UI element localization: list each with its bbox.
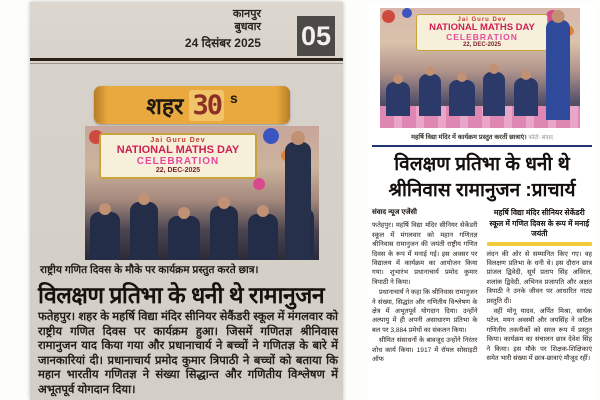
photo-caption-text: महर्षि विद्या मंदिर में कार्यक्रम प्रस्तुत करतीं छात्राएं। — [411, 134, 527, 141]
student-silhouette — [386, 82, 410, 116]
event-photo-right — [380, 8, 580, 128]
banner-title-text: NATIONAL MATHS DAY — [429, 22, 535, 33]
article-subhead: महर्षि विद्या मंदिर सीनियर सेकेंडरी स्कूल में गणित दिवस के रूप में मनाई जयंती — [489, 208, 590, 238]
student-silhouette — [130, 202, 158, 260]
masthead-day: बुधवार — [234, 21, 261, 33]
masthead-city: कानपुर — [232, 8, 261, 20]
article-columns — [372, 208, 592, 366]
banner-date-text: 22, DEC-2025 — [462, 42, 502, 48]
masthead-rule-thin — [30, 63, 343, 64]
banner-date-text: 22, DEC-2025 — [155, 167, 201, 174]
banner-top-text: Jai Guru Dev — [457, 17, 507, 23]
column1-paragraph-1: फतेहपुर। महर्षि विद्या मंदिर सीनियर सेकेंडरी स्कूल में मंगलवार को महान गणितज्ञ श्रीनिवास रामानुजन की जयंती राष्ट्रीय गणित दिवस के रूप में मनाई गई। इस अवसर पर विद्यालय में कार्यक्रम का आयोजन किया गया। शुभारंभ प्रधानाचार्य प्रमोद कुमार त्रिपाठी ने किया। — [372, 222, 478, 286]
column1-paragraph-2: प्रधानाचार्य ने कहा कि श्रीनिवास रामानुजन ने संख्या, सिद्धांत और गणितीय विश्लेषण के क्षेत्र में अभूतपूर्व योगदान दिया। उन्होंने अल्पायु में ही अपनी असाधारण प्रतिभा के बल पर 3,884 प्रमेयों का संकलन किया। — [372, 289, 478, 334]
rosette-decoration-icon — [263, 128, 279, 144]
students-group — [382, 72, 542, 116]
caption-divider-rule — [372, 145, 592, 147]
right-newspaper-clipping — [368, 4, 596, 400]
masthead-rule — [30, 58, 343, 61]
speaker-student-silhouette — [546, 20, 570, 120]
article-headline: विलक्षण प्रतिभा के धनी थे रामानुजन — [38, 282, 325, 308]
column2-paragraph-1: लंदन की ओर से सम्मानित किए गए। वह विलक्षण प्रतिभा के धनी थे। इस दौरान छात्र प्रांजल द्विवेदी, सूर्य प्रताप सिंह अविरल, शलांक द्विवेदी, अभिनव प्रजापति और अक्षत त्रिपाठी ने उनके जीवन पर आधारित नाट्य प्रस्तुति दी। — [486, 250, 592, 305]
column2-paragraph-2: वहीं मोनू यादव, अर्पित मिश्रा, सार्थक पटेल, मयन अवस्थी और जयसिंह ने जटिल गणितीय तकनीकों को सरल रूप में प्रस्तुत किया। कार्यक्रम का संचालन छात्र देवेश सिंह ने किया। इस मौके पर शिक्षक-शिक्षिकाएं समेत भारी संख्या में छात्र-छात्राएं मौजूद रहीं। — [486, 307, 592, 362]
photo-caption: राष्ट्रीय गणित दिवस के मौके पर कार्यक्रम प्रस्तुत करते छात्र। — [40, 264, 259, 276]
page-number-badge: 05 — [297, 16, 335, 56]
headline-line1: विलक्षण प्रतिभा के धनी थे — [394, 154, 570, 175]
article-column-1 — [372, 208, 478, 366]
student-silhouette — [210, 206, 238, 260]
article-body: फतेहपुर। शहर के महर्षि विद्या मंदिर सीनियर सेकैंडरी स्कूल में मंगलवार को राष्ट्रीय गणित दिवस पर कार्यक्रम हुआ। जिसमें गणितज्ञ श्रीनिवास रामानुजन याद किया गया और प्रधानाचार्य ने बच्चों ने गणितज्ञ के बारे में जानकारियां दी। प्रधानाचार्य प्रमोद कुमार त्रिपाठी ने बच्चों को बताया कि महान भारतीय गणितज्ञ ने संख्या सिद्धान्त और गणितीय विश्लेषण में अभूतपूर्व योगदान दिया। — [38, 311, 338, 396]
banner-top-text: Jai Guru Dev — [150, 137, 206, 144]
stage-banner — [416, 14, 548, 51]
photo-credit: फोटो- संवाद — [528, 135, 553, 141]
student-silhouette — [90, 212, 120, 260]
article-headline — [368, 152, 596, 204]
students-group — [85, 202, 319, 260]
student-silhouette — [168, 216, 200, 260]
left-newspaper-clipping — [30, 2, 343, 400]
masthead-date: 24 दिसंबर 2025 — [184, 36, 261, 50]
banner-title-text: NATIONAL MATHS DAY — [116, 144, 240, 156]
photo-caption — [368, 132, 596, 141]
student-silhouette — [419, 74, 441, 116]
section-name: शहर — [146, 93, 184, 119]
rosette-decoration-icon — [382, 10, 395, 23]
headline-line2: श्रीनिवास रामानुजन :प्राचार्य — [388, 180, 576, 201]
section-banner — [94, 86, 290, 124]
section-suffix: s — [229, 90, 238, 106]
event-photo-left — [85, 126, 319, 260]
banner-subtitle-text: CELEBRATION — [136, 156, 220, 167]
student-silhouette — [248, 214, 278, 260]
article-column-2 — [487, 208, 593, 366]
speaker-student-silhouette — [285, 142, 311, 260]
stage-banner — [99, 133, 257, 179]
column1-paragraph-3: सीमित संसाधनों के बावजूद उन्होंने निरंतर शोध कार्य किया। 1917 में रॉयल सोसाइटी ऑफ — [372, 337, 478, 364]
section-count-digits: 30 — [189, 90, 224, 121]
student-silhouette — [483, 72, 505, 116]
student-silhouette — [514, 78, 538, 116]
rosette-decoration-icon — [402, 8, 412, 18]
balloon-decoration-icon — [253, 178, 265, 190]
byline: संवाद न्यूज एजेंसी — [372, 209, 417, 216]
yellow-highlight-rule — [487, 242, 593, 246]
banner-subtitle-text: CELEBRATION — [446, 32, 518, 42]
student-silhouette — [449, 80, 475, 116]
